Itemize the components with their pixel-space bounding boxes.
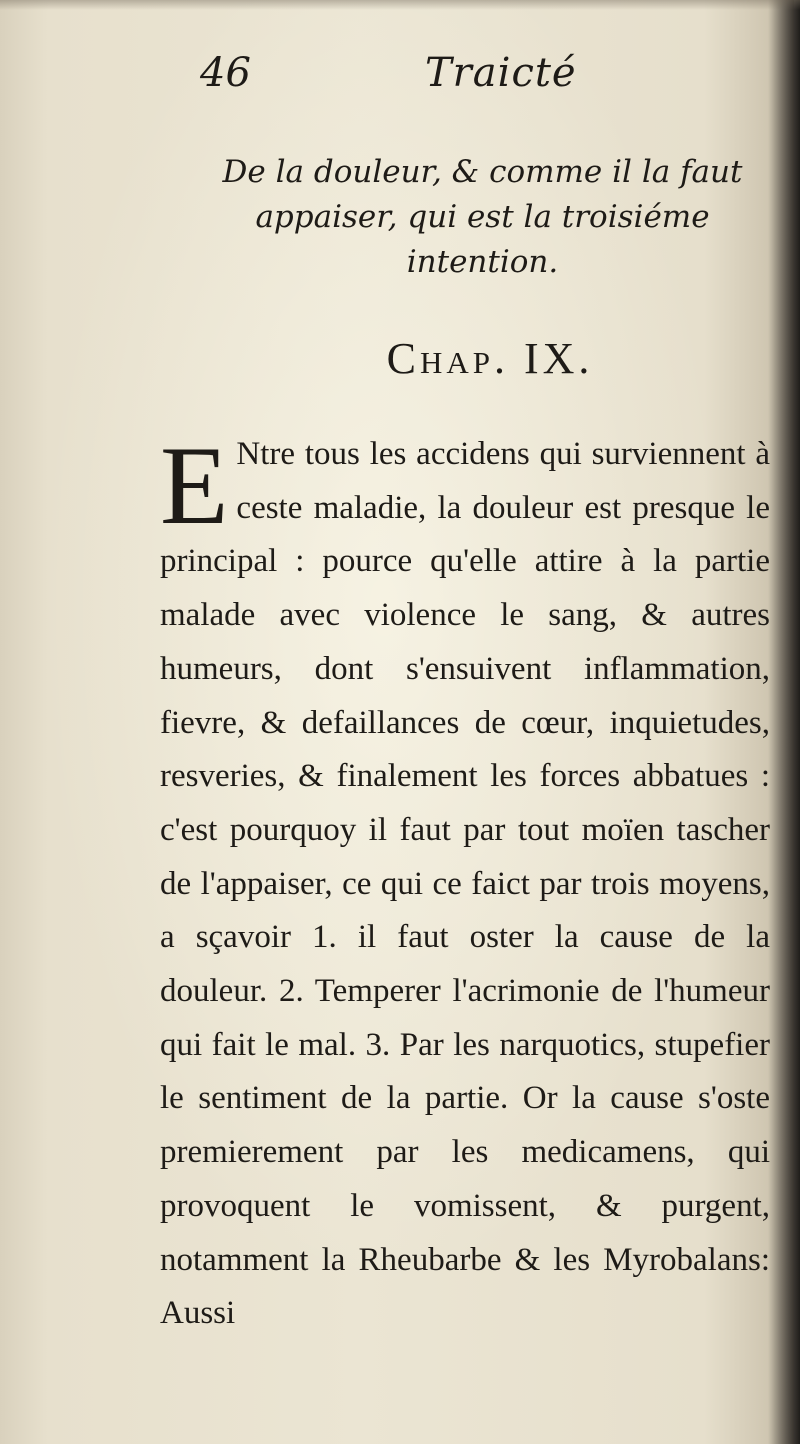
page-header	[200, 50, 600, 110]
chapter-subtitle: De la douleur, & comme il la faut appaiser, qui est la troisiéme intention.	[222, 154, 743, 280]
drop-cap: E	[160, 424, 229, 548]
chapter-heading: Chap. IX.	[386, 334, 594, 383]
page-top-edge	[0, 0, 800, 10]
page-right-fold-shadow	[772, 0, 794, 1444]
page-number: 46	[200, 50, 251, 96]
body-text: Ntre tous les accidens qui surviennent à ceste maladie, la douleur est presque le principal : pource qu'elle attire à la partie malade avec violence le sang, & autres humeurs, dont s'ensuivent inflammation, fievre, & defaillances de cœur, inquietudes, resveries, & finalement les forces abbatues : c'est pourquoy il faut par tout moïen tascher de l'appaiser, ce qui ce faict par trois moyens, a sçavoir 1. il faut oster la cause de la douleur. 2. Temperer l'acrimonie de l'humeur qui fait le mal. 3. Par les narquotics, stupefier le sentiment de la partie. Or la cause s'oste premierement par les medicamens, qui provoquent le vomissent, & purgent, notamment la Rheubarbe & les Myrobalans: Aussi	[160, 436, 770, 1332]
body-paragraph	[160, 424, 770, 1378]
running-title: Traicté	[425, 50, 577, 96]
